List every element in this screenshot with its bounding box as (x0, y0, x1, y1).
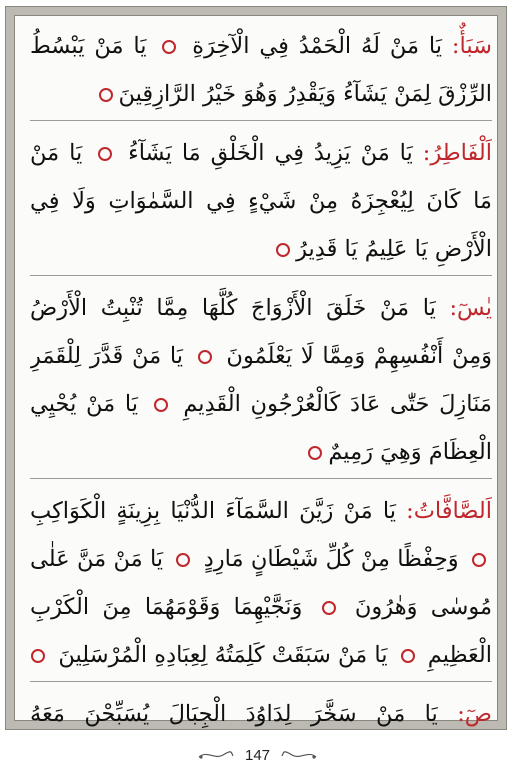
section-saffat (30, 487, 492, 682)
surah-label: اَلصَّافَّاتُ: (406, 498, 492, 524)
text-segment: يَا مَنْ مَنَّ عَلٰى (30, 546, 171, 572)
text-segment: يَا مَنْ يَزِيدُ فِي الْخَلْقِ مَا يَشَآءُ (118, 140, 423, 166)
verse-marker-icon (472, 553, 486, 567)
text-segment: يَا مَنْ سَبَقَتْ كَلِمَتُهُ لِعِبَادِهِ الْمُرْسَلِينَ (51, 642, 395, 668)
verse-marker-icon (401, 649, 415, 663)
verse-marker-icon (154, 398, 168, 412)
text-line (30, 535, 492, 583)
text-line (30, 129, 492, 177)
text-line (30, 428, 492, 476)
text-segment: يَا مَنْ يُحْيِي (30, 391, 148, 417)
verse-marker-icon (98, 147, 112, 161)
verse-marker-icon (99, 88, 113, 102)
text-segment: يَا مَنْ سَخَّرَ لِدَاوُدَ الْجِبَالَ يُسَبِّحْنَ مَعَهُ (30, 701, 458, 727)
text-segment: وَمِنْ أَنْفُسِهِمْ وَمِمَّا لَا يَعْلَمُونَ (217, 343, 492, 369)
text-segment: وَحِفْظًا مِنْ كُلِّ شَيْطَانٍ مَارِدٍ (196, 546, 466, 572)
ornament-right-icon (197, 748, 235, 762)
section-yasin (30, 284, 492, 479)
text-segment: يَا مَنْ يَبْسُطُ (30, 33, 157, 59)
text-segment: الْأَرْضِ يَا عَلِيمُ يَا قَدِيرُ (296, 236, 492, 262)
text-segment: مَا كَانَ لِيُعْجِزَهُ مِنْ شَيْءٍ فِي السَّمٰوَاتِ وَلَا فِي (30, 188, 492, 214)
section-fatir (30, 129, 492, 276)
verse-marker-icon (276, 243, 290, 257)
section-sad (30, 690, 492, 740)
page-number: 147 (244, 746, 271, 764)
verse-marker-icon (308, 446, 322, 460)
verse-marker-icon (162, 40, 176, 54)
text-segment: مَنَازِلَ حَتّٰى عَادَ كَالْعُرْجُونِ الْقَدِيمِ (173, 391, 492, 417)
surah-label: صٓ: (457, 701, 492, 727)
text-line (30, 284, 492, 332)
text-line (30, 583, 492, 631)
text-segment: الْعِظَامَ وَهِيَ رَمِيمٌ (328, 439, 492, 465)
text-line (30, 70, 492, 118)
text-line (30, 177, 492, 225)
text-segment: وَنَجَّيْهِمَا وَقَوْمَهُمَا مِنَ الْكَرْبِ (30, 594, 316, 620)
text-line (30, 487, 492, 535)
text-segment: يَا مَنْ زَيَّنَ السَّمَآءَ الدُّنْيَا بِزِينَةٍ الْكَوَاكِبِ (30, 498, 407, 524)
text-segment: مُوسٰى وَهٰرُونَ (341, 594, 492, 620)
text-line (30, 22, 492, 70)
page-footer (0, 740, 515, 770)
verse-marker-icon (176, 553, 190, 567)
verse-marker-icon (31, 649, 45, 663)
text-line (30, 690, 492, 738)
text-segment: يَا مَنْ قَدَّرَ لِلْقَمَرِ (30, 343, 192, 369)
text-body (30, 22, 492, 727)
text-line (30, 225, 492, 273)
verse-marker-icon (198, 350, 212, 364)
surah-label: سَبَأٌ: (451, 33, 492, 59)
text-segment: يَا مَنْ خَلَقَ الْأَزْوَاجَ كُلَّهَا مِمَّا تُنْبِتُ الْأَرْضُ (30, 295, 450, 321)
surah-label: يٰسٓ: (449, 295, 492, 321)
section-saba (30, 22, 492, 121)
verse-marker-icon (322, 601, 336, 615)
ornament-left-icon (280, 748, 318, 762)
surah-label: اَلْفَاطِرُ: (422, 140, 492, 166)
text-line (30, 631, 492, 679)
text-segment: يَا مَنْ لَهُ الْحَمْدُ فِي الْآخِرَةِ (182, 33, 452, 59)
text-line (30, 332, 492, 380)
text-segment: الْعَظِيمِ (420, 642, 492, 668)
text-line (30, 380, 492, 428)
text-segment: الرِّزْقَ لِمَنْ يَشَآءُ وَيَقْدِرُ وَهُوَ خَيْرُ الرَّازِقِينَ (118, 81, 492, 107)
text-segment: يَا مَنْ (30, 140, 93, 166)
